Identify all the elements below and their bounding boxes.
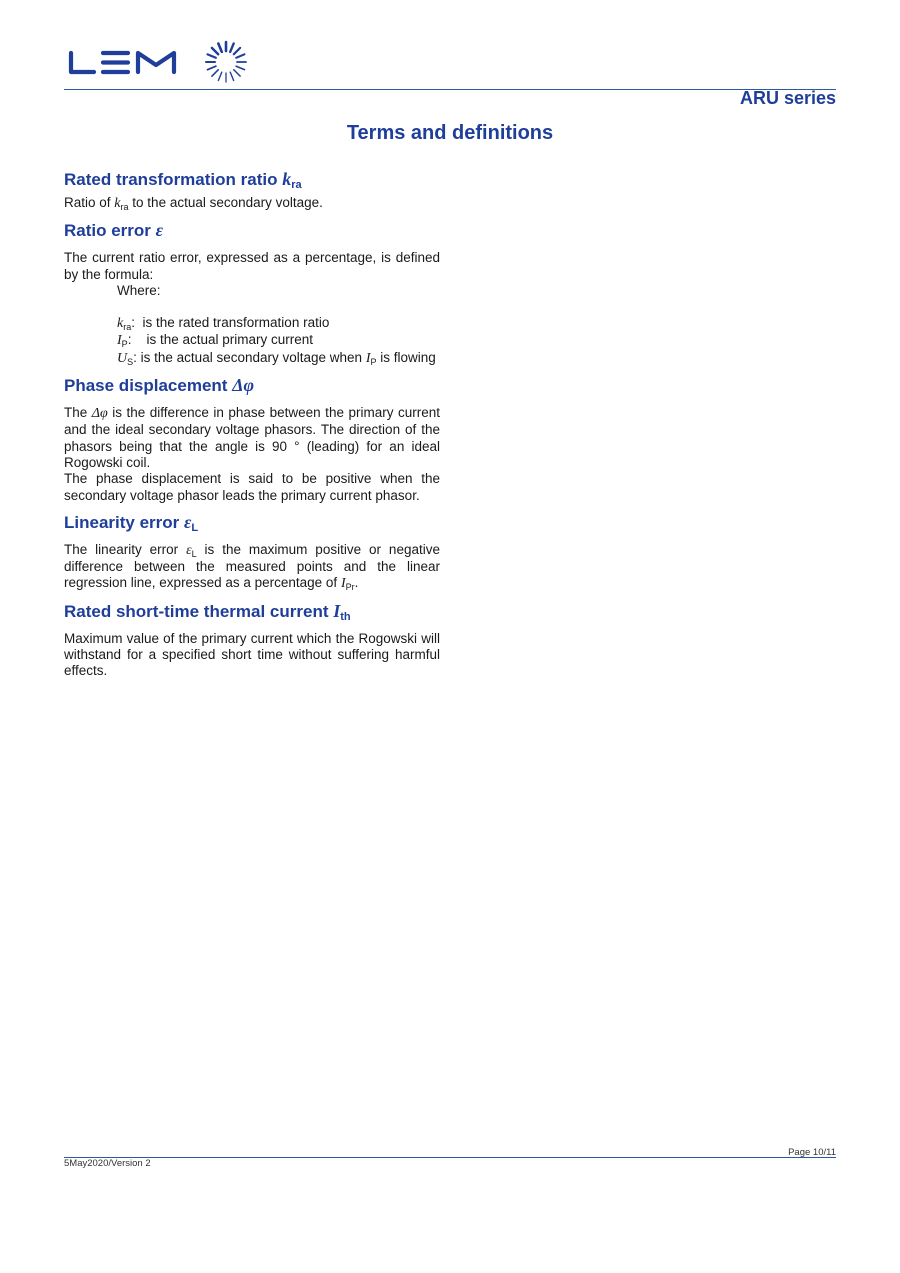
section-body: Ratio of $k_{ra}$ to the actual secondary voltage.	[64, 195, 323, 212]
section-ratio-error	[64, 219, 440, 367]
definition-item: $k_{ra}$: is the rated transformation ratio	[117, 315, 330, 333]
symbol: $k_{ra}$	[282, 169, 302, 191]
where-label: Where:	[117, 282, 161, 298]
section-heading: Rated short-time thermal current $I_{th}$	[64, 600, 351, 623]
page-number: Page 10/11	[788, 1147, 836, 1158]
symbol: Δφ	[232, 375, 255, 396]
page-title: Terms and definitions	[346, 122, 554, 144]
section-heading: Linearity error $\varepsilon_L$	[64, 511, 199, 534]
section-body: The Δφ is the difference in phase between the primary current and the ideal secondary voltage phasors. The direction of the phasors being that the angle is 90 ° (leading) for an ideal Rogowski coil.	[64, 405, 440, 470]
section-body-2: The phase displacement is said to be positive when the secondary voltage phasor leads the primary current phasor.	[64, 471, 440, 503]
section-body: The linearity error $\varepsilon_L$ is the maximum positive or negative difference between the measured points and the linear regression line, expressed as a percentage of $I_{Pr}$.	[64, 541, 440, 593]
footer-rule	[64, 1157, 836, 1158]
symbol: ε	[155, 220, 164, 241]
definition-list	[64, 315, 440, 367]
header-rule	[64, 89, 836, 90]
symbol: $\varepsilon_L$	[184, 511, 199, 534]
section-thermal-current	[64, 600, 440, 680]
section-heading: Rated transformation ratio $k_{ra}$	[64, 169, 302, 191]
section-linearity-error	[64, 511, 440, 593]
section-rated-transformation-ratio	[64, 168, 440, 212]
section-heading: Phase displacement Δφ	[64, 375, 255, 396]
definitions-content	[64, 168, 440, 687]
series-title: ARU series	[739, 88, 836, 108]
section-body: Maximum value of the primary current which the Rogowski will withstand for a specified short time without suffering harmful effects.	[64, 630, 440, 679]
section-phase-displacement	[64, 374, 440, 504]
symbol: $I_{th}$	[333, 600, 351, 623]
definition-item: $I_P$: is the actual primary current	[117, 332, 314, 350]
section-heading: Ratio error ε	[64, 220, 164, 241]
section-body: The current ratio error, expressed as a percentage, is defined by the formula:	[64, 250, 440, 282]
version-label: 5May2020/Version 2	[64, 1158, 151, 1169]
lem-logo	[68, 40, 248, 86]
definition-item: $U_S$: is the actual secondary voltage when $I_P$ is flowing	[117, 349, 436, 367]
